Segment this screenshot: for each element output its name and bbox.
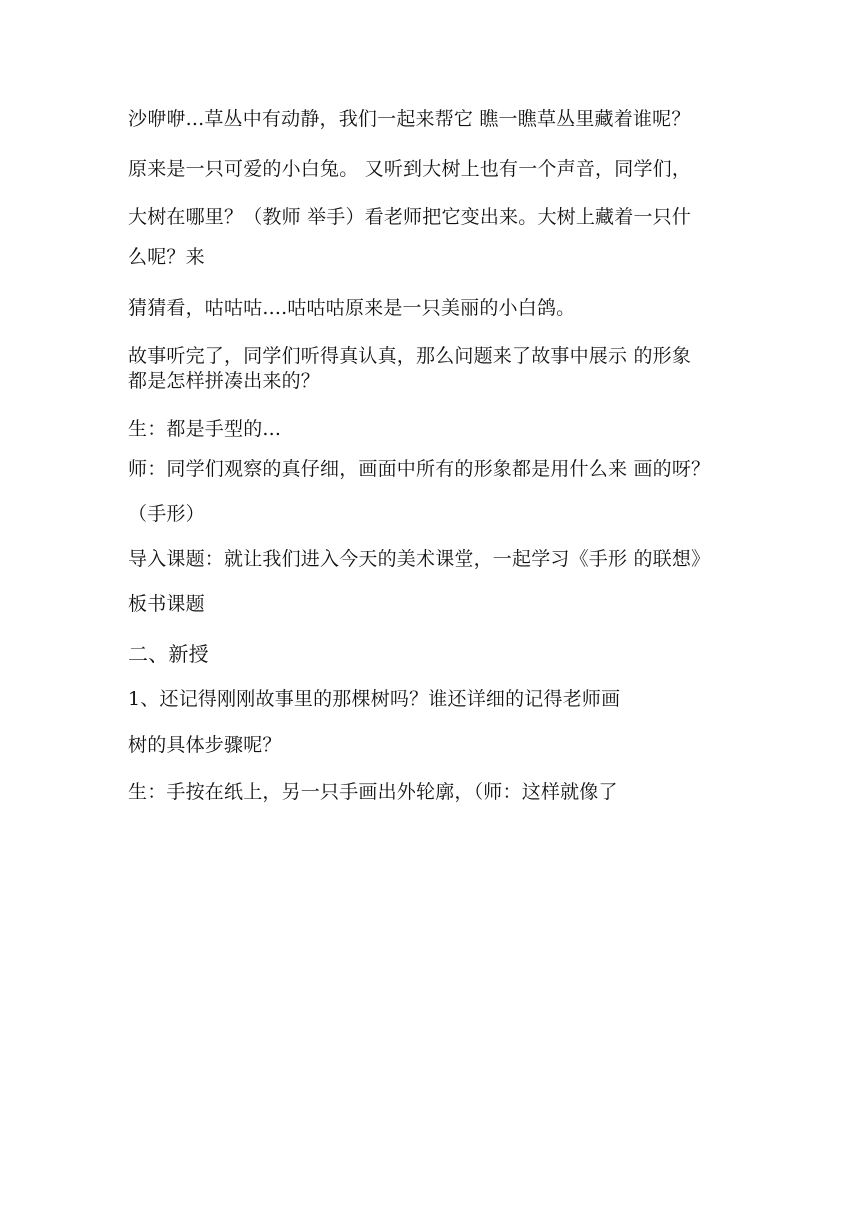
paragraph-rustling-grass: 沙咿咿...草丛中有动静，我们一起来帮它 瞧一瞧草丛里藏着谁呢？ [128,108,691,130]
paragraph-story-question: 故事听完了，同学们听得真认真，那么问题来了故事中展示 的形象 [128,345,692,367]
paragraph-what-is-it: 么呢？来 [128,246,205,268]
paragraph-teacher-question: 师：同学们观察的真仔细，画面中所有的形象都是用什么来 画的呀？ [128,458,711,480]
paragraph-remember-tree: 1、还记得刚刚故事里的那棵树吗？谁还详细的记得老师画 [128,688,621,710]
paragraph-intro-topic: 导入课题：就让我们进入今天的美术课堂，一起学习《手形 的联想》 [128,548,711,570]
paragraph-white-rabbit: 原来是一只可爱的小白兔。 又听到大树上也有一个声音，同学们， [128,158,692,180]
paragraph-where-is-tree: 大树在哪里？（教师 举手）看老师把它变出来。大树上藏着一只什 [128,206,692,228]
paragraph-student-answer: 生：都是手型的... [128,418,282,440]
paragraph-tree-steps: 树的具体步骤呢？ [128,734,282,756]
paragraph-story-question-cont: 都是怎样拼凑出来的？ [128,370,321,392]
section-heading-new-lesson: 二、新授 [128,642,209,666]
paragraph-board-title: 板书课题 [128,593,205,615]
paragraph-student-hand-outline: 生：手按在纸上，另一只手画出外轮廓，（师：这样就像了 [128,781,618,803]
paragraph-white-dove: 猜猜看，咕咕咕....咕咕咕原来是一只美丽的小白鸽。 [128,297,576,319]
paragraph-hand-shape: （手形） [128,503,205,525]
